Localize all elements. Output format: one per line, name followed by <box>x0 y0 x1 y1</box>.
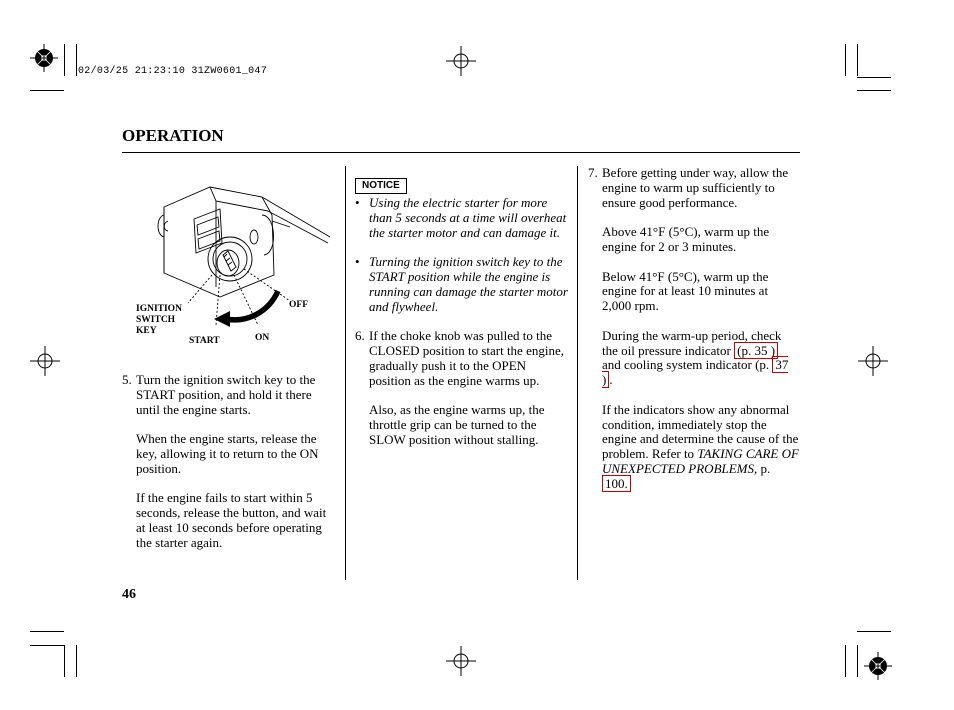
paragraph: Turn the ignition switch key to the START position, and hold it there until the engine starts. <box>136 372 316 417</box>
paragraph: When the engine starts, release the key, allowing it to return to the ON position. <box>136 431 319 476</box>
page-reference-link[interactable]: 37 ) <box>602 357 789 388</box>
paragraph: Before getting under way, allow the engine to warm up sufficiently to ensure good performance. <box>602 165 789 210</box>
print-timestamp: 02/03/25 21:23:10 31ZW0601_047 <box>78 66 268 77</box>
column-middle <box>355 196 569 448</box>
step-5 <box>122 373 334 551</box>
registration-target-icon <box>30 44 58 72</box>
label-ignition-switch-key: IGNITION SWITCH KEY <box>136 304 182 336</box>
paragraph: If the engine fails to start within 5 seconds, release the button, and wait at least 10 seconds before operating the starter again. <box>136 490 327 550</box>
label-off: OFF <box>289 300 308 310</box>
step-7 <box>588 166 800 492</box>
paragraph: Also, as the engine warms up, the throttle grip can be turned to the SLOW position without stalling. <box>369 402 545 447</box>
label-on: ON <box>255 333 270 343</box>
label-start: START <box>189 336 220 346</box>
paragraph: Below 41°F (5°C), warm up the engine for at least 10 minutes at 2,000 rpm. <box>602 268 769 314</box>
header-rule <box>122 152 800 153</box>
notice-text: Turning the ignition switch key to the START position while the engine is running can damage the starter motor and flywheel. <box>369 254 568 314</box>
bullet-icon: • <box>355 195 360 210</box>
crosshair-icon <box>446 46 476 76</box>
notice-bullet <box>355 196 569 240</box>
paragraph: If the indicators show any abnormal condition, immediately stop the engine and determine the cause of the problem. Refer to TAKING CARE OF UNEXPECTED PROBLEMS, p. 100. <box>602 401 799 491</box>
column-divider <box>345 166 346 580</box>
step-number: 5. <box>122 372 132 387</box>
notice-bullet <box>355 255 569 314</box>
notice-label: NOTICE <box>355 178 407 194</box>
paragraph: If the choke knob was pulled to the CLOSED position to start the engine, gradually push it to the OPEN position as the engine warms up. <box>369 328 564 388</box>
page-reference-link[interactable]: 100. <box>602 475 631 492</box>
crosshair-icon <box>858 346 888 376</box>
crosshair-icon <box>446 646 476 676</box>
step-number: 6. <box>355 328 365 344</box>
bullet-icon: • <box>355 254 360 270</box>
crosshair-icon <box>30 346 60 376</box>
paragraph: During the warm-up period, check the oil pressure indicator (p. 35 ) and cooling system indicator (p. 37 ) . <box>602 327 789 388</box>
column-left <box>122 373 334 551</box>
page-number: 46 <box>122 587 136 602</box>
step-number: 7. <box>588 165 598 180</box>
step-6 <box>355 329 569 447</box>
registration-target-icon <box>864 652 892 680</box>
column-divider <box>577 166 578 580</box>
page-reference-link[interactable]: (p. 35 ) <box>734 342 778 359</box>
paragraph: Above 41°F (5°C), warm up the engine for 2 or 3 minutes. <box>602 224 770 254</box>
section-title: OPERATION <box>122 126 224 145</box>
notice-text: Using the electric starter for more than 5 seconds at a time will overheat the starter motor and can damage it. <box>369 195 567 240</box>
column-right <box>588 166 800 492</box>
